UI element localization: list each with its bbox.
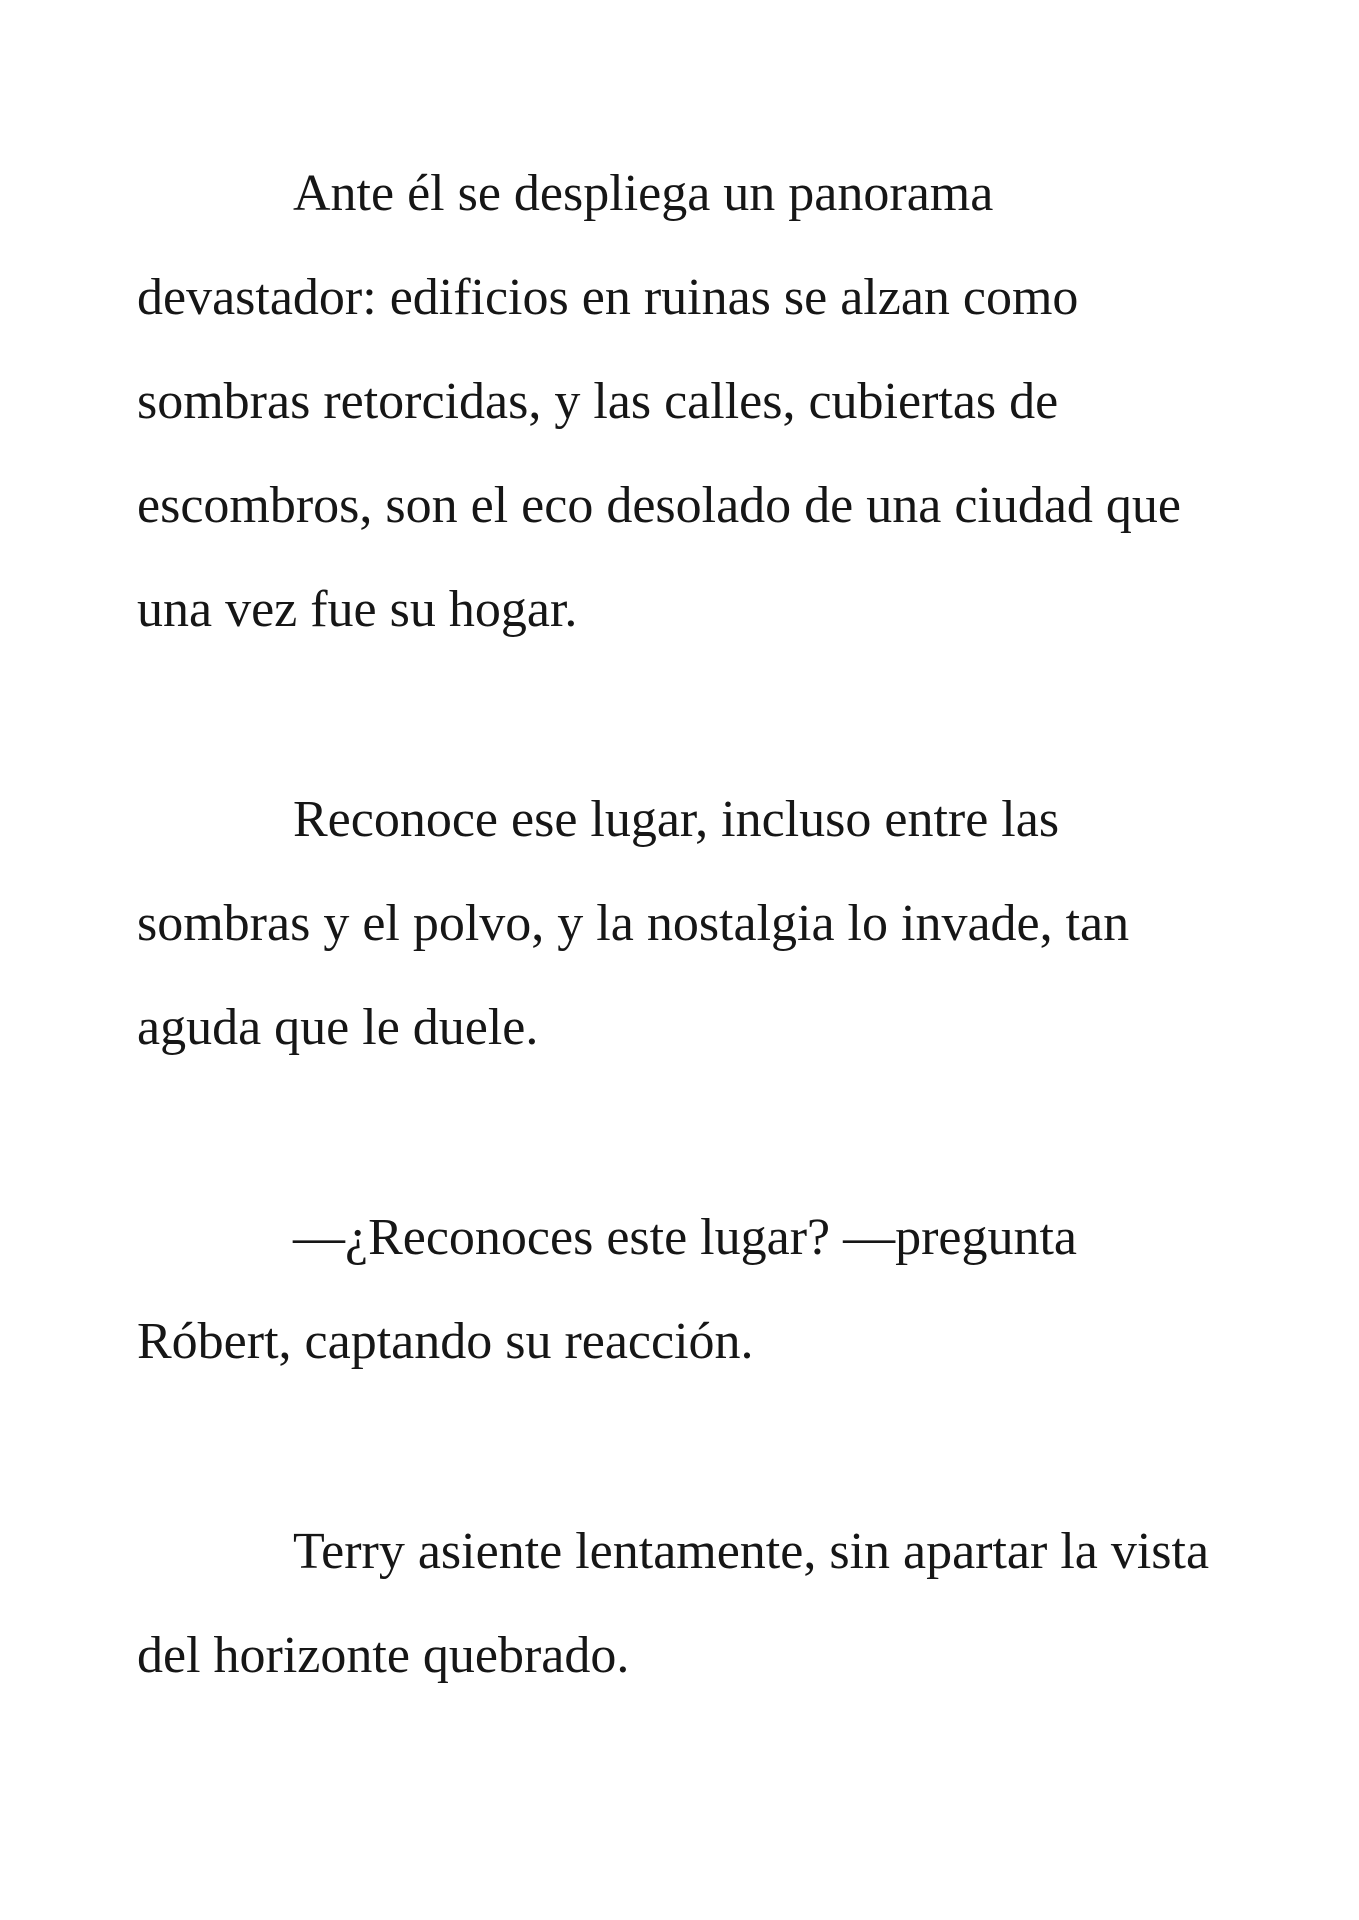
text-line: del horizonte quebrado. (137, 1627, 630, 1684)
text-line: Ante él se despliega un panorama (293, 165, 994, 222)
paragraph (137, 768, 1259, 1080)
paragraph (137, 142, 1259, 662)
text-line: devastador: edificios en ruinas se alzan como (137, 269, 1079, 326)
text-line: sombras y el polvo, y la nostalgia lo invade, tan (137, 895, 1130, 952)
text-line: una vez fue su hogar. (137, 581, 578, 638)
text-line: Terry asiente lentamente, sin apartar la vista (293, 1523, 1210, 1580)
text-line: Reconoce ese lugar, incluso entre las (293, 791, 1060, 848)
text-line: —¿Reconoces este lugar? —pregunta (293, 1209, 1078, 1266)
text-content (137, 142, 1259, 1708)
text-line: sombras retorcidas, y las calles, cubiertas de (137, 373, 1059, 430)
text-line: escombros, son el eco desolado de una ciudad que (137, 477, 1182, 534)
text-line: Róbert, captando su reacción. (137, 1313, 754, 1370)
text-line: aguda que le duele. (137, 999, 539, 1056)
paragraph (137, 1500, 1259, 1708)
paragraph (137, 1186, 1259, 1394)
